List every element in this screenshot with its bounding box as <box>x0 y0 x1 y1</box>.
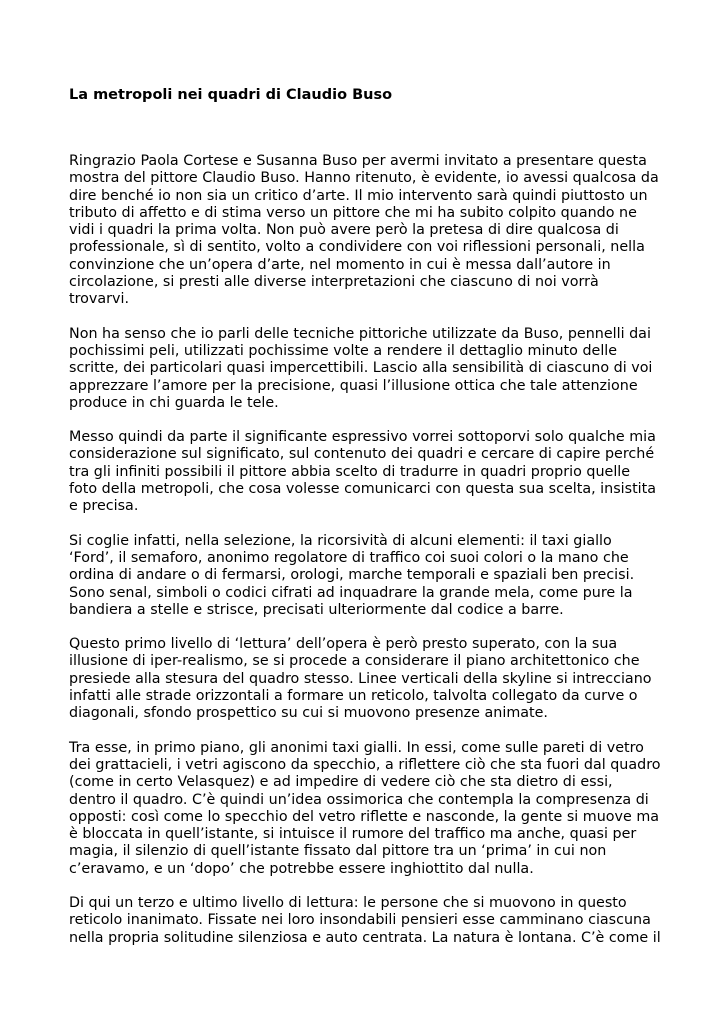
text-line: Ringrazio Paola Cortese e Susanna Buso per avermi invitato a presentare questa <box>69 153 647 169</box>
text-line: trovarvi. <box>69 291 129 308</box>
document-body <box>69 153 669 964</box>
text-line: nella propria solitudine silenziosa e auto centrata. La natura è lontana. C’è come il <box>69 929 661 946</box>
text-line: dei grattacieli, i vetri agiscono da specchio, a riflettere ciò che sta fuori dal quadro <box>69 756 661 773</box>
text-line: bandiera a stelle e strisce, precisati ulteriormente dal codice a barre. <box>69 601 564 618</box>
paragraph-5 <box>69 636 669 722</box>
text-line: (come in certo Velasquez) e ad impedire di vedere ciò che sta dietro di essi, <box>69 774 613 791</box>
text-line: apprezzare l’amore per la precisione, quasi l’illusione ottica che tale attenzione <box>69 377 638 394</box>
text-line: Si coglie infatti, nella selezione, la ricorsività di alcuni elementi: il taxi giallo <box>69 532 612 549</box>
text-line: pochissimi peli, utilizzati pochissime volte a rendere il dettaglio minuto delle <box>69 342 618 359</box>
text-line: vidi i quadri la prima volta. Non può avere però la pretesa di dire qualcosa di <box>69 222 619 239</box>
paragraph-3 <box>69 429 669 515</box>
text-line: magia, il silenzio di quell’istante fissato dal pittore tra un ‘prima’ in cui non <box>69 843 607 860</box>
text-line: foto della metropoli, che cosa volesse comunicarci con questa sua scelta, insistita <box>69 481 657 498</box>
text-line: Tra esse, in primo piano, gli anonimi taxi gialli. In essi, come sulle pareti di vetro <box>69 739 644 756</box>
text-line: Sono senal, simboli o codici cifrati ad inquadrare la grande mela, come pure la <box>69 584 633 601</box>
text-line: convinzione che un’opera d’arte, nel momento in cui è messa dall’autore in <box>69 256 611 273</box>
text-line: scritte, dei particolari quasi impercettibili. Lascio alla sensibilità di ciascuno di voi <box>69 360 653 377</box>
text-line: Di qui un terzo e ultimo livello di lettura: le persone che si muovono in questo <box>69 894 627 911</box>
text-line: Questo primo livello di ‘lettura’ dell’opera è però presto superato, con la sua <box>69 636 618 653</box>
text-line: presiede alla stesura del quadro stesso. Linee verticali della skyline si intrecciano <box>69 670 652 687</box>
text-line: produce in chi guarda le tele. <box>69 394 279 411</box>
text-line: illusione di iper-realismo, se si procede a considerare il piano architettonico che <box>69 653 640 670</box>
text-line: infatti alle strade orizzontali a formare un reticolo, talvolta collegato da curve o <box>69 688 638 705</box>
text-line: ordina di andare o di fermarsi, orologi, marche temporali e spaziali ben precisi. <box>69 567 635 584</box>
text-line: reticolo inanimato. Fissate nei loro insondabili pensieri esse camminano ciascuna <box>69 912 651 929</box>
text-line: c’eravamo, e un ‘dopo’ che potrebbe essere inghiottito dal nulla. <box>69 860 534 877</box>
paragraph-7 <box>69 895 669 947</box>
paragraph-1 <box>69 153 669 309</box>
text-line: circolazione, si presti alle diverse interpretazioni che ciascuno di noi vorrà <box>69 274 599 291</box>
text-line: tra gli infiniti possibili il pittore abbia scelto di tradurre in quadri proprio quelle <box>69 463 631 480</box>
document-title: La metropoli nei quadri di Claudio Buso <box>69 87 393 103</box>
text-line: tributo di affetto e di stima verso un pittore che mi ha subito colpito quando ne <box>69 204 637 221</box>
text-line: diagonali, sfondo prospettico su cui si muovono presenze animate. <box>69 705 548 722</box>
text-line: ‘Ford’, il semaforo, anonimo regolatore di traffico coi suoi colori o la mano che <box>69 549 629 566</box>
text-line: Non ha senso che io parli delle tecniche pittoriche utilizzate da Buso, pennelli dai <box>69 325 651 342</box>
text-line: Messo quindi da parte il significante espressivo vorrei sottoporvi solo qualche mia <box>69 429 656 446</box>
text-line: considerazione sul significato, sul contenuto dei quadri e cercare di capire perché <box>69 446 655 463</box>
text-line: dentro il quadro. C’è quindi un’idea ossimorica che contempla la compresenza di <box>69 791 649 808</box>
text-line: e precisa. <box>69 498 139 515</box>
text-line: opposti: così come lo specchio del vetro riflette e nasconde, la gente si muove ma <box>69 808 660 825</box>
text-line: professionale, sì di sentito, volto a condividere con voi riflessioni personali, nella <box>69 239 645 256</box>
paragraph-6 <box>69 740 669 878</box>
text-line: mostra del pittore Claudio Buso. Hanno ritenuto, è evidente, io avessi qualcosa da <box>69 170 659 187</box>
paragraph-4 <box>69 533 669 619</box>
text-line: è bloccata in quell’istante, si intuisce il rumore del traffico ma anche, quasi per <box>69 826 637 843</box>
text-line: dire benché io non sia un critico d’arte. Il mio intervento sarà quindi piuttosto un <box>69 187 648 204</box>
paragraph-2 <box>69 326 669 412</box>
